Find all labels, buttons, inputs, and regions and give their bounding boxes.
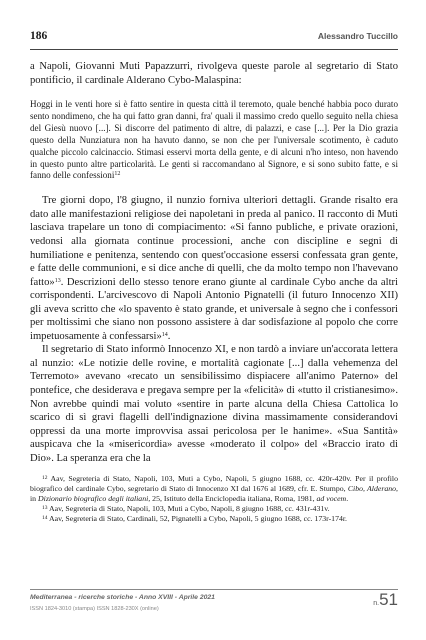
- paragraph-2: Il segretario di Stato informò Innocenzo XI, e non tardò a inviare un'accorata lettera al nunzio: «Le notizie delle rovine, e mortalità cagionate [...] dalla vehemenza del Terremoto» avevano «recato un sensibilissimo dispiacere all'animo Paterno» del pontefice, che desiderava e pregava sempre per la «felicità» di «tutto il cristianesimo». Non avrebbe quindi mai voluto «sentire in parte alcuna della Chiesa Cattolica lo scarico di sì gravi flagelli dell'indignazione divina massimamente considerandovi oppressi da una morte improvvisa assai pericolosa per le hanime». «Sua Santità» auspicava che la «misericordia» avesse «moderato il colpo» del «Braccio irato di Dio». La speranza era che la: [30, 344, 398, 464]
- footer-page-number: n.51: [373, 590, 398, 609]
- footnote-number: 14: [42, 515, 48, 521]
- issn-line: ISSN 1824-3010 (stampa) ISSN 1828-230X (online): [30, 606, 159, 612]
- paragraph-1-text-c: .: [167, 330, 171, 342]
- intro-paragraph: a Napoli, Giovanni Muti Papazzurri, rivolgeva queste parole al segretario di Stato pontificio, il cardinale Alderano Cybo-Malaspina:: [30, 61, 398, 86]
- footnote-12: $^{12}$ Aav, Segreteria di Stato, Napoli, 103, Muti a Cybo, Napoli, 5 giugno 1688, cc. 420r-420v. Per il profilo biografico del cardinale Cybo, segretario di Stato di Innocenzo XI dal 1676 al 1689, cfr. E. Stumpo, Cibo, Alderano, in Dizionario biografico degli italiani, 25, Istituto della Enciclopedia italiana, Roma, 1981, ad vocem.: [30, 474, 398, 503]
- quote-text: Hoggi in le venti hore si è fatto sentire in questa città il teremoto, quale benché habbia poco durato sento nondimeno, che ha qui fatto gran danni, fra' quali il massimo credo quello seguito nella chiesa del Giesù nuovo [...]. Si discorre del patimento di altre, di palazzi, e case [...]. Per la Dio grazia questo della Nunziatura non ha havuto danno, se non che per l'universale scotimento, è caduto qualche piccolo calcinaccio. Stimasi esservi morta della gente, e di alcuni n'ho inteso, non havendo in questo punto altre particolarità. Le genti si raccomandano al Signore, e si sono subito fatte, e si fanno delle confessioni: [30, 99, 398, 181]
- footnote-ref-13: 13: [54, 277, 61, 284]
- footnotes: [30, 474, 398, 524]
- footnote-ref-12: 12: [114, 171, 121, 178]
- page-footer: [30, 590, 398, 624]
- footnote-13: $^{13}$ Aav, Segreteria di Stato, Napoli, 103, Muti a Cybo, Napoli, 8 giugno 1688, cc. 431r-431v.: [42, 504, 330, 513]
- footnote-number: 12: [42, 475, 48, 481]
- running-head-author: Alessandro Tuccillo: [317, 31, 398, 41]
- footer-rule: [30, 589, 398, 590]
- paragraph-1-text-a: Tre giorni dopo, l'8 giugno, il nunzio forniva ulteriori dettagli. Grande risalto era dato alle manifestazioni religiose dei napoletani in preda al panico. Il racconto di Muti lasciava trapelare un tono di compiacimento: «Si fanno publiche, e private orazioni, vedonsi alla giornata continue processioni, anche con discipline e segni di humiliatione e penitenza, sentendo con quest'occasione essersi confessata gran gente, e fatte delle communioni, e si dice anche di quelli, che da molto tempo non l'havevano fatto»: [30, 195, 398, 288]
- page-header: [30, 30, 398, 46]
- footnote-14: $^{14}$ Aav, Segreteria di Stato, Cardinali, 52, Pignatelli a Cybo, Napoli, 5 giugno 1688, cc. 173r-174r.: [42, 514, 347, 523]
- journal-title: Mediterranea - ricerche storiche - Anno XVIII - Aprile 2021: [30, 594, 215, 601]
- paragraph-1: [30, 194, 398, 343]
- footnote-number: 13: [42, 505, 48, 511]
- paragraph-1-text-b: . Descrizioni dello stesso tenore erano giunte al cardinale Cybo anche da altri corrispondenti. L'arcivescovo di Napoli Antonio Pignatelli (il futuro Innocenzo XII) gli aveva scritto che «lo spavento è stato grande, et universale à segno che i confessori per moltissimi che siano non possono assistere à dar sodisfazione al popolo che corre impetuosamente à confessarsi»: [30, 276, 398, 342]
- footnote-ref-14: 14: [161, 331, 168, 338]
- main-text: [30, 60, 398, 465]
- block-quote: [30, 99, 398, 182]
- header-rule: [30, 49, 398, 50]
- page-number: 186: [30, 30, 48, 42]
